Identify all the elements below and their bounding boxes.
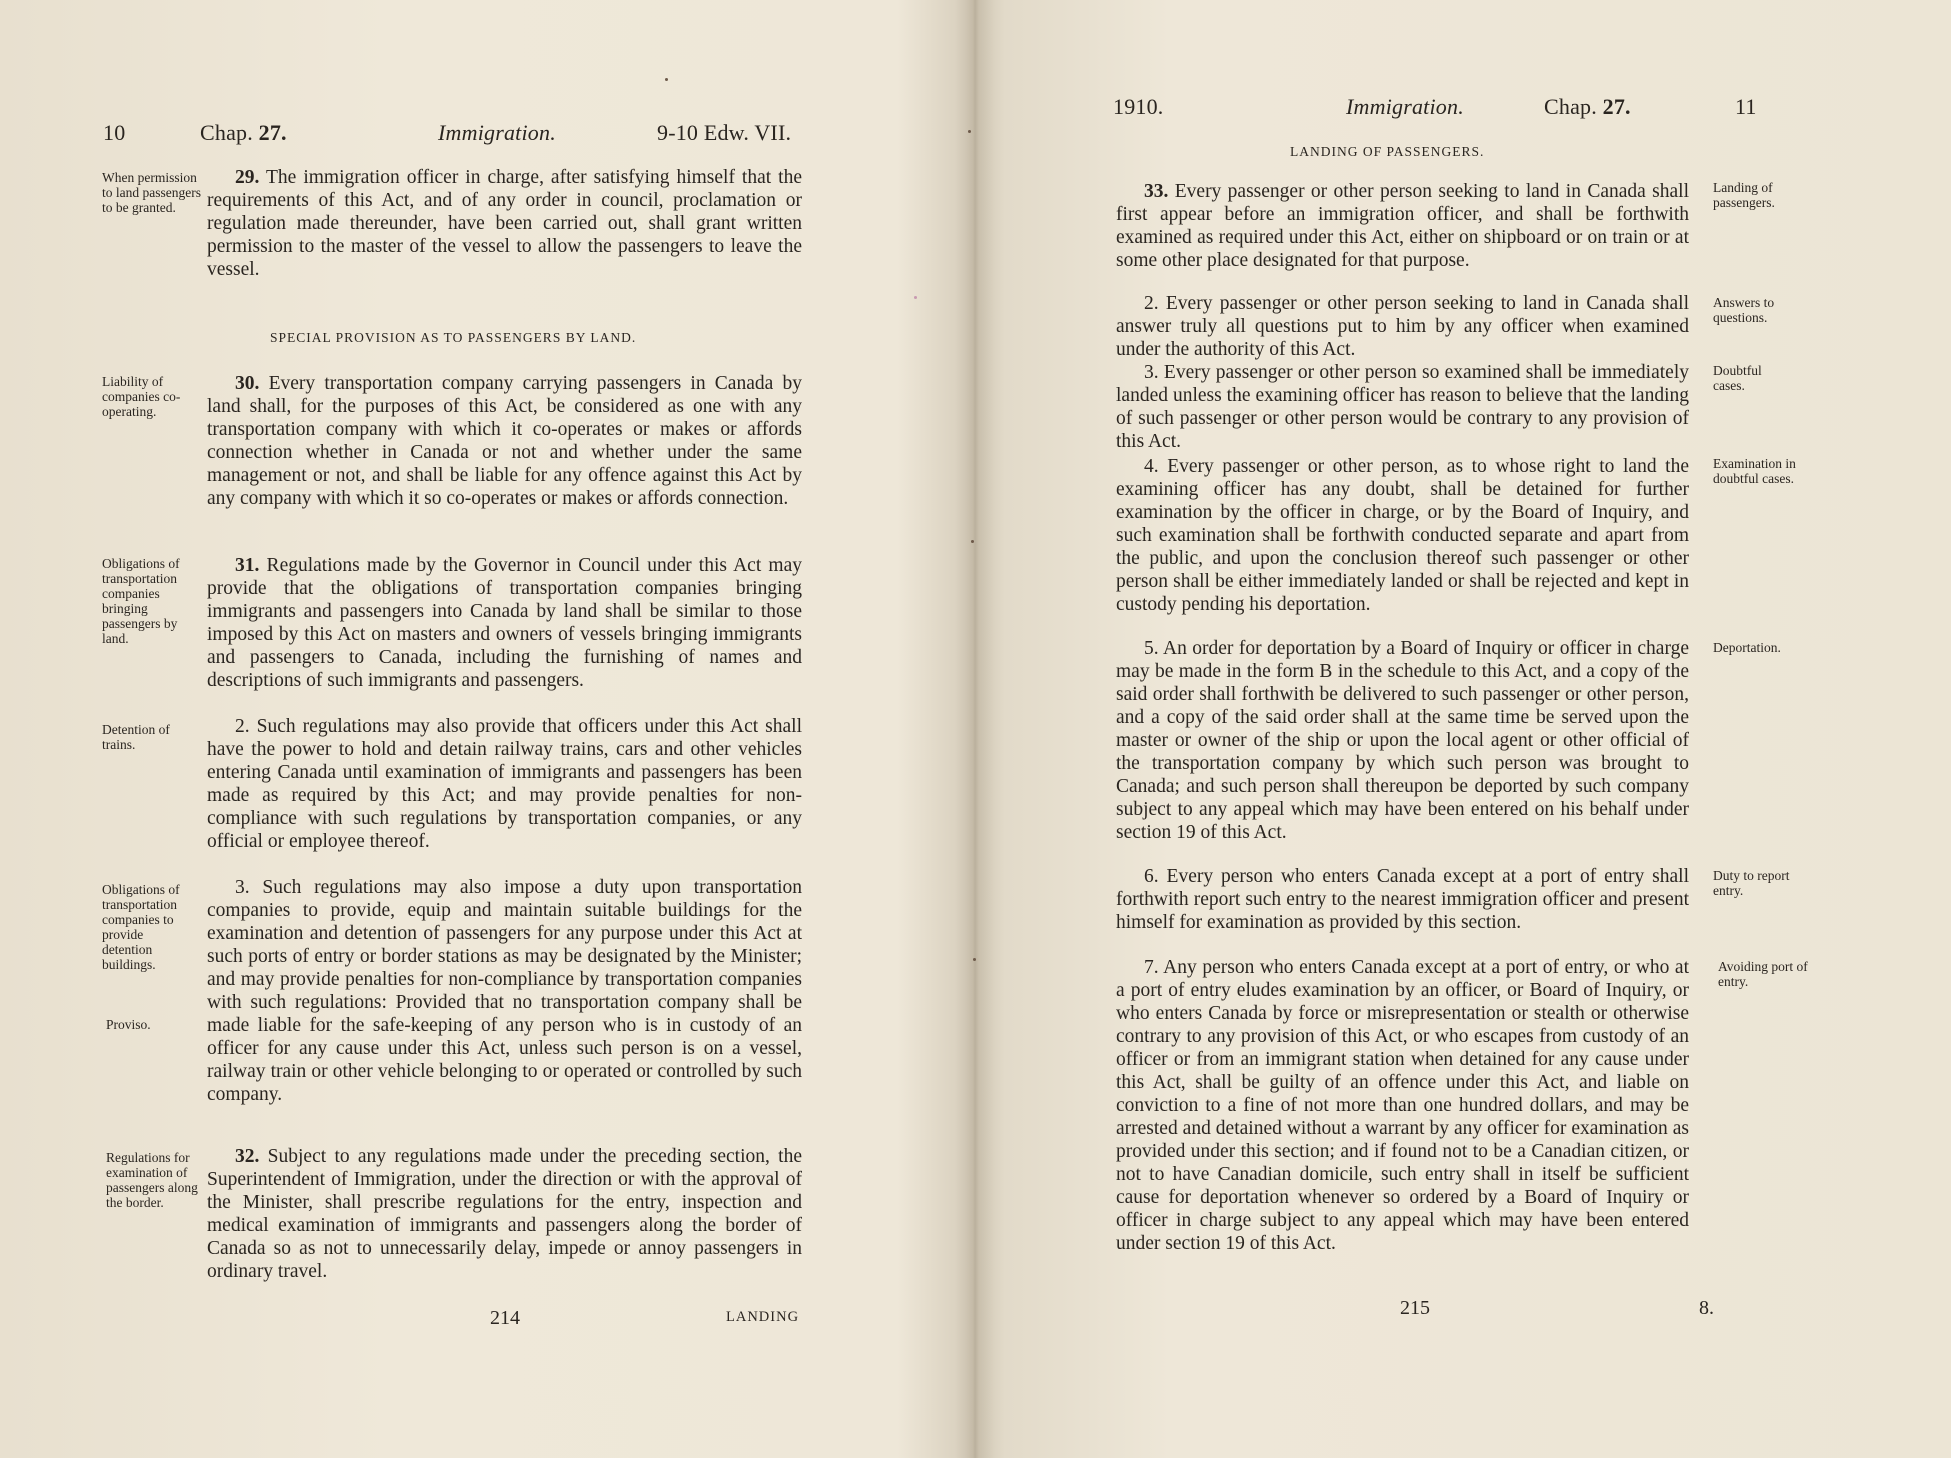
sidenote-sec32: Regulations for examination of passengers along the border.: [106, 1150, 198, 1210]
section-33-3: 3. Every passenger or other person so examined shall be immediately landed unless the examining officer has reason to believe that the landing of such passenger or other person would be contrary to any provision of this Act.: [1116, 362, 1689, 452]
folio-right: 215: [1400, 1297, 1430, 1319]
folio-left: 214: [490, 1307, 520, 1329]
section-number: 29.: [235, 167, 260, 188]
sidenote-sec33-7: Avoiding port of entry.: [1718, 959, 1808, 989]
chapter-number: 27.: [1602, 94, 1631, 119]
chapter-label: [1544, 94, 1631, 120]
sidenote-sec31: Obligations of transportation companies bringing passengers by land.: [102, 556, 180, 646]
section-text: Every passenger or other person seeking to land in Canada shall first appear before an immigration officer, and shall be forthwith examined as required under this Act, either on shipboard or on train or at some other place designated for that purpose.: [1116, 181, 1689, 271]
sidenote-sec33-3: Doubtful cases.: [1713, 363, 1762, 393]
chapter-word: Chap.: [200, 120, 253, 145]
section-32: [207, 1145, 802, 1283]
section-30: [207, 372, 802, 510]
catchword: LANDING: [726, 1309, 800, 1325]
sidenote-sec33-2: Answers to questions.: [1713, 295, 1775, 325]
paper-speck: [973, 958, 976, 961]
paper-speck: [968, 130, 971, 133]
right-page: [975, 0, 1951, 1458]
sidenote-sec33-4: Examination in doubtful cases.: [1713, 456, 1796, 486]
section-31-3: 3. Such regulations may also impose a duty upon transportation companies to provide, equip and maintain suitable buildings for the examination and detention of passengers for any purpose under this Act at such ports of entry or border stations as may be designated by the Minister; and may provide penalties for non-compliance by transportation companies with such regulations: Provided that no transportation company shall be made liable for the safe-keeping of any person who is in custody of an officer for any cause under this Act, unless such person is on a vessel, railway train or other vehicle belonging to or operated or controlled by such company.: [207, 877, 802, 1105]
section-number: 33.: [1144, 181, 1169, 202]
sidenote-sec30: Liability of companies co-operating.: [102, 374, 181, 419]
chapter-word: Chap.: [1544, 94, 1597, 119]
section-31: [207, 554, 802, 692]
section-33-4: 4. Every passenger or other person, as to whose right to land the examining officer has any doubt, shall be detained for further examination by the officer in charge, or by the Board of Inquiry, and such examination shall be forthwith conducted separate and apart from the public, and upon the conclusion thereof such passenger or other person shall be either immediately landed or shall be rejected and kept in custody pending his deportation.: [1116, 456, 1689, 615]
paper-speck: [914, 296, 917, 299]
sidenote-sec29: When permission to land passengers to be granted.: [102, 170, 201, 215]
year: 1910.: [1113, 94, 1164, 119]
signature-mark: 8.: [1699, 1297, 1714, 1319]
section-29: [207, 166, 802, 281]
chapter-number: 27.: [258, 120, 287, 145]
section-31-2: 2. Such regulations may also provide that officers under this Act shall have the power to hold and detain railway trains, cars and other vehicles entering Canada until examination of immigrants and passengers has been made as required by this Act; and may provide penalties for non-compliance with such regulations by transportation companies, or any official or employee thereof.: [207, 716, 802, 852]
section-text: Subject to any regulations made under the preceding section, the Superintendent of Immigration, under the direction or with the approval of the Minister, shall prescribe regulations for the entry, inspection and medical examination of immigrants and passengers along the border of Canada so as not to unnecessarily delay, impede or annoy passengers in ordinary travel.: [207, 1146, 802, 1282]
paper-speck: [665, 78, 668, 81]
page-number: 10: [103, 120, 126, 145]
section-33-5: 5. An order for deportation by a Board of Inquiry or officer in charge may be made in the form B in the schedule to this Act, and a copy of the said order shall forthwith be delivered to such passenger or other person, and a copy of the said order shall at the same time be served upon the master or owner of the ship or upon the local agent or other official of the transportation company by which such person was brought to Canada; and such person shall thereupon be deported by such company subject to any appeal which may have been entered on his behalf under section 19 of this Act.: [1116, 638, 1689, 843]
sidenote-sec31-2: Detention of trains.: [102, 722, 170, 752]
sidenote-proviso: Proviso.: [106, 1017, 151, 1032]
section-number: 30.: [235, 373, 260, 394]
paper-speck: [971, 540, 974, 543]
sidenote-sec33: Landing of passengers.: [1713, 180, 1775, 210]
sidenote-sec33-6: Duty to report entry.: [1713, 868, 1790, 898]
section-33-6: 6. Every person who enters Canada except at a port of entry shall forthwith report such entry to the nearest immigration officer and present himself for examination as provided by this section.: [1116, 866, 1689, 933]
section-heading-land: SPECIAL PROVISION AS TO PASSENGERS BY LAND.: [270, 330, 637, 345]
page-number: 11: [1735, 94, 1757, 119]
section-number: 32.: [235, 1146, 260, 1167]
section-33-2: 2. Every passenger or other person seeking to land in Canada shall answer truly all questions put to him by any officer when examined under the authority of this Act.: [1116, 293, 1689, 360]
section-33: [1116, 180, 1689, 272]
section-text: The immigration officer in charge, after satisfying himself that the requirements of this Act, and of any order in council, proclamation or regulation made thereunder, have been carried out, shall grant written permission to the master of the vessel to allow the passengers to leave the vessel.: [207, 167, 802, 280]
section-text: Regulations made by the Governor in Council under this Act may provide that the obligations of transportation companies bringing immigrants and passengers into Canada by land shall be similar to those imposed by this Act on masters and owners of vessels bringing immigrants and passengers to Canada, including the furnishing of names and descriptions of such immigrants and passengers.: [207, 555, 802, 691]
sidenote-sec31-3: Obligations of transportation companies to provide detention buildings.: [102, 882, 180, 972]
running-title: Immigration.: [438, 120, 556, 145]
section-33-7: 7. Any person who enters Canada except at a port of entry, or who at a port of entry eludes examination by an officer, or Board of Inquiry, or who enters Canada by force or misrepresentation or stealth or otherwise contrary to any provision of this Act, or who escapes from custody of an officer or from an immigrant station when detained for any cause under this Act, shall be guilty of an offence under this Act, and liable on conviction to a fine of not more than one hundred dollars, and may be arrested and detained without a warrant by any officer for examination as provided under this section; and if found not to be a Canadian citizen, or not to have Canadian domicile, such entry shall in itself be sufficient cause for deportation whenever so ordered by a Board of Inquiry or officer in charge subject to any appeal which may have been entered under section 19 of this Act.: [1116, 957, 1689, 1254]
chapter-label: [200, 120, 287, 146]
sidenote-sec33-5: Deportation.: [1713, 640, 1781, 655]
running-title: Immigration.: [1346, 94, 1464, 119]
left-page: [0, 0, 975, 1458]
section-text: Every transportation company carrying passengers in Canada by land shall, for the purposes of this Act, be considered as one with any transportation company with which it co-operates or makes or affords connection whether in Canada or not and whether under the same management or not, and shall be liable for any offence against this Act by any company with which it so co-operates or makes or affords connection.: [207, 373, 802, 509]
regnal-year: 9-10 Edw. VII.: [657, 120, 792, 145]
section-heading-landing: LANDING OF PASSENGERS.: [1290, 144, 1485, 159]
section-number: 31.: [235, 555, 260, 576]
